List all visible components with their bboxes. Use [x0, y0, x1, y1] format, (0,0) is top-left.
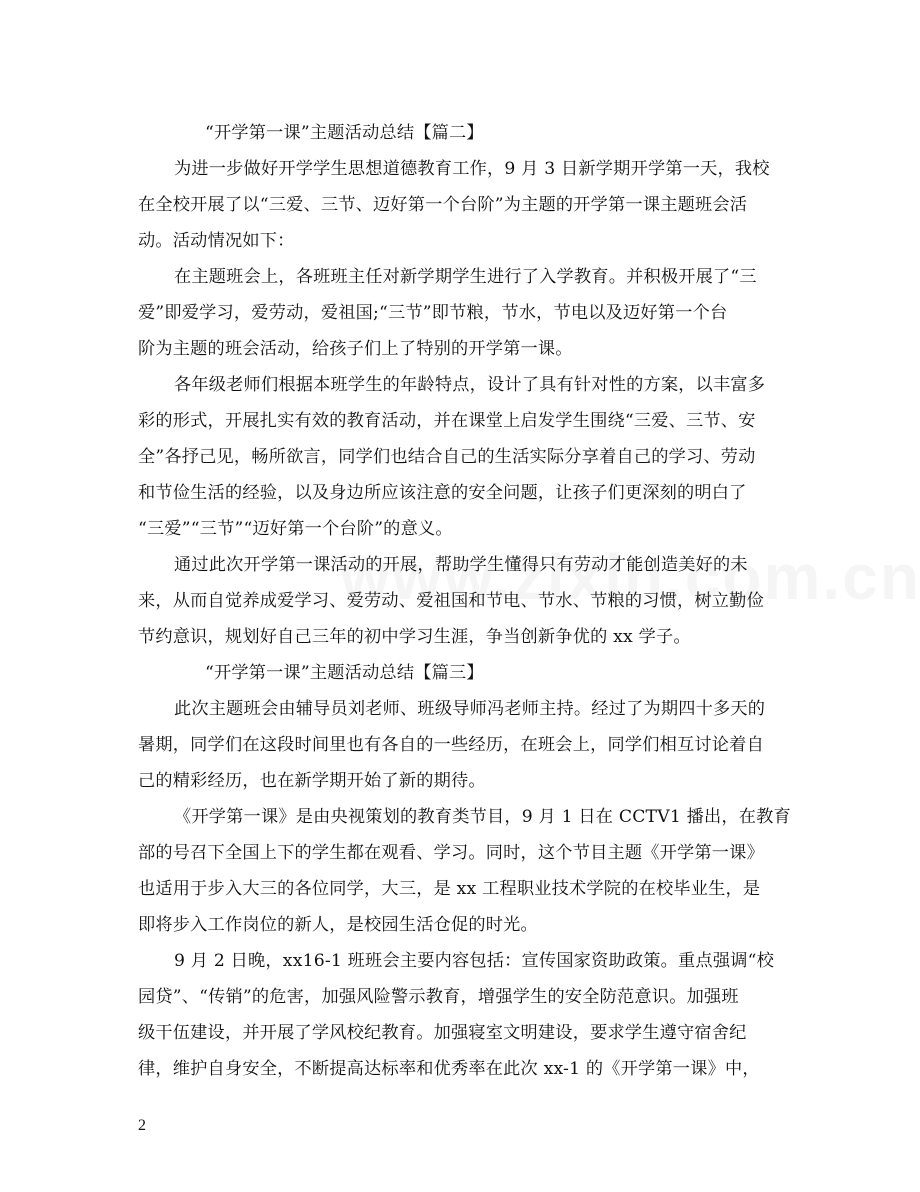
text-line: 和节俭生活的经验，以及身边所应该注意的安全问题，让孩子们更深刻的明白了 — [138, 483, 747, 503]
text-line: 部的号召下全国上下的学生都在观看、学习。同时，这个节目主题《开学第一课》 — [138, 843, 764, 863]
text-line: 为进一步做好开学学生思想道德教育工作，9 月 3 日新学期开学第一天，我校 — [174, 159, 770, 179]
paragraph — [138, 367, 780, 547]
text-line: 爱”即爱学习，爱劳动，爱祖国;“三节”即节粮，节水，节电以及迈好第一个台 — [138, 303, 728, 323]
text-line: 全”各抒己见，畅所欲言，同学们也结合自己的生活实际分享着自己的学习、劳动 — [138, 447, 756, 467]
text-line: 园贷”、“传销”的危害，加强风险警示教育，增强学生的安全防范意识。加强班 — [138, 987, 739, 1007]
text-line: 节约意识，规划好自己三年的初中学习生涯，争当创新争优的 xx 学子。 — [138, 627, 691, 647]
text-line: 己的精彩经历，也在新学期开始了新的期待。 — [138, 771, 486, 791]
text-line: 阶为主题的班会活动，给孩子们上了特别的开学第一课。 — [138, 339, 573, 359]
text-line: “三爱”“三节”“迈好第一个台阶”的意义。 — [138, 519, 453, 539]
section-heading: “开学第一课”主题活动总结【篇二】 — [205, 123, 484, 143]
text-line: 此次主题班会由辅导员刘老师、班级导师冯老师主持。经过了为期四十多天的 — [174, 699, 766, 719]
text-line: 动。活动情况如下： — [138, 231, 295, 251]
paragraph — [138, 151, 780, 259]
text-line: 来，从而自觉养成爱学习、爱劳动、爱祖国和节电、节水、节粮的习惯，树立勤俭 — [138, 591, 764, 611]
text-line: 在全校开展了以“三爱、三节、迈好第一个台阶”为主题的开学第一课主题班会活 — [138, 195, 748, 215]
paragraph — [138, 691, 780, 799]
text-line: 9 月 2 日晚，xx16-1 班班会主要内容包括：宣传国家资助政策。重点强调“校 — [174, 951, 774, 971]
text-line: 暑期，同学们在这段时间里也有各自的一些经历，在班会上，同学们相互讨论着自 — [138, 735, 764, 755]
section-heading: “开学第一课”主题活动总结【篇三】 — [205, 663, 484, 683]
text-line: 即将步入工作岗位的新人，是校园生活仓促的时光。 — [138, 915, 538, 935]
paragraph — [138, 259, 780, 367]
text-line: 在主题班会上，各班班主任对新学期学生进行了入学教育。并积极开展了“三 — [174, 267, 757, 287]
text-line: 《开学第一课》是由央视策划的教育类节目，9 月 1 日在 CCTV1 播出，在教育 — [174, 807, 791, 827]
page-number: 2 — [138, 1117, 146, 1134]
document-body — [138, 115, 791, 1087]
text-line: 通过此次开学第一课活动的开展，帮助学生懂得只有劳动才能创造美好的未 — [174, 555, 748, 575]
paragraph — [138, 799, 791, 943]
text-line: 级干伍建设，并开展了学风校纪教育。加强寝室文明建设，要求学生遵守宿舍纪 — [138, 1023, 747, 1043]
text-line: 也适用于步入大三的各位同学，大三，是 xx 工程职业技术学院的在校毕业生，是 — [138, 879, 761, 899]
text-line: 彩的形式，开展扎实有效的教育活动，并在课堂上启发学生围绕“三爱、三节、安 — [138, 411, 756, 431]
paragraph — [138, 943, 780, 1087]
text-line: 律，维护自身安全，不断提高达标率和优秀率在此次 xx-1 的《开学第一课》中， — [138, 1059, 760, 1079]
text-line: 各年级老师们根据本班学生的年龄特点，设计了具有针对性的方案，以丰富多 — [174, 375, 766, 395]
paragraph — [138, 547, 780, 655]
